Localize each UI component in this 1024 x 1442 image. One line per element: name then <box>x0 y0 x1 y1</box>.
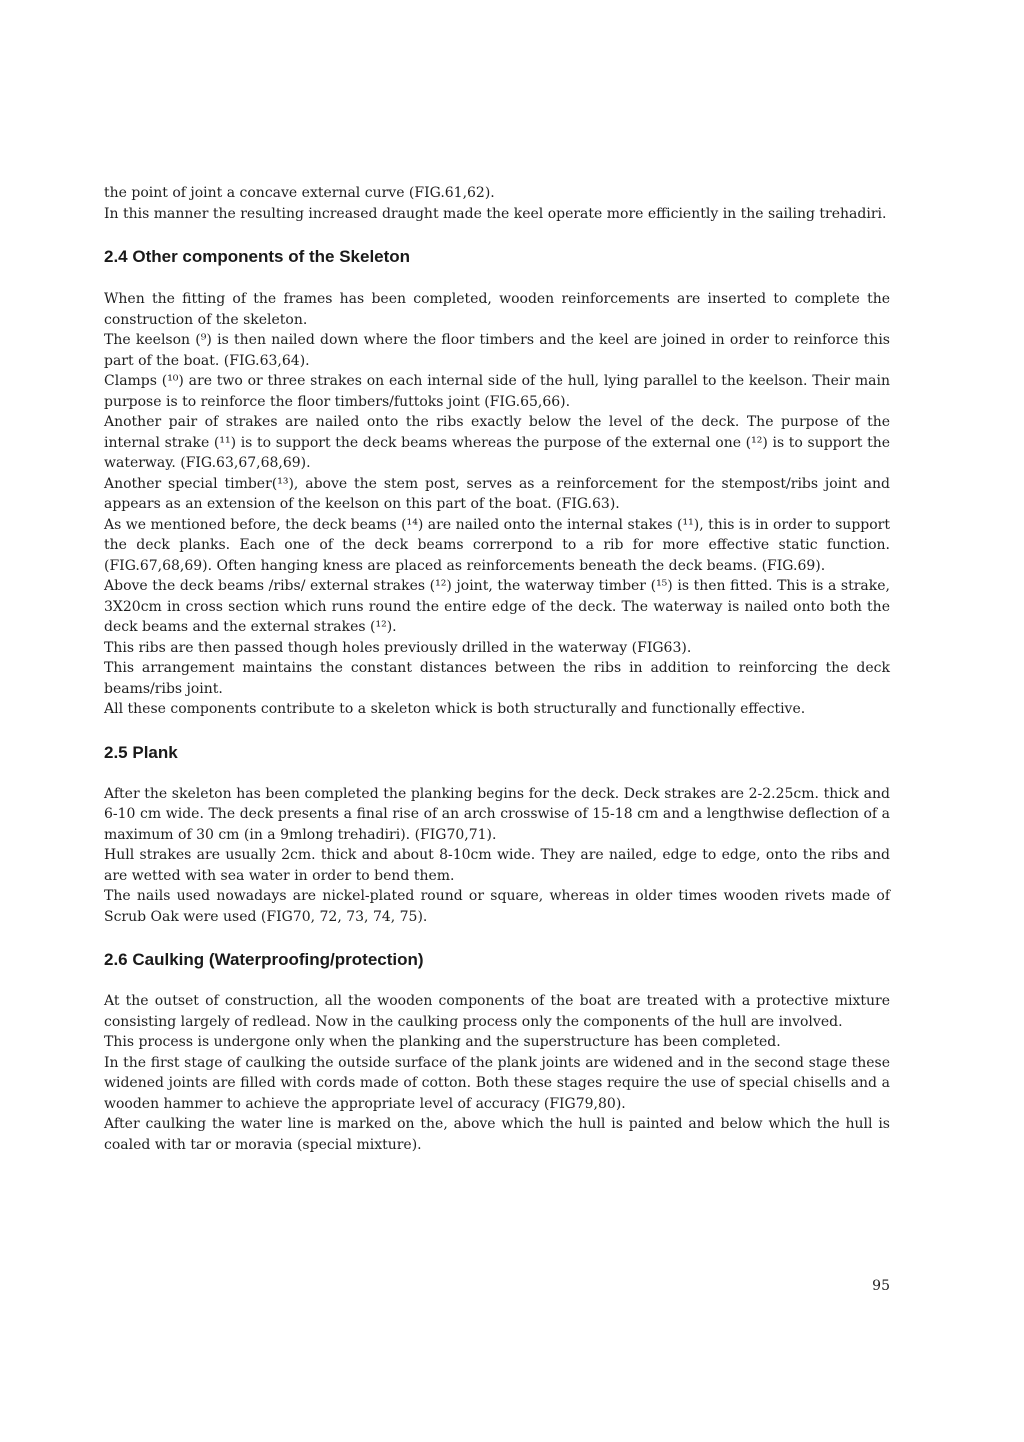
section-2-6-paragraph-4: After caulking the water line is marked on the, above which the hull is painted and below which the hull is coaled with tar or moravia (special mixture). <box>104 1116 890 1153</box>
section-2-6-paragraph-2: This process is undergone only when the planking and the superstructure has been completed. <box>104 1034 781 1050</box>
section-2-4-paragraph-8: This ribs are then passed though holes previously drilled in the waterway (FIG63). <box>104 639 692 656</box>
section-2-4-paragraph-3: Clamps (¹⁰) are two or three strakes on each internal side of the hull, lying parallel to the keelson. Their main purpose is to reinforce the floor timbers/futtoks joint (FIG.65,66). <box>104 373 890 410</box>
page-number: 95 <box>872 1278 890 1294</box>
section-2-6-paragraph-3: In the first stage of caulking the outside surface of the plank joints are widened and in the second stage these widened joints are filled with cords made of cotton. Both these stages require the use of special chisells and a wooden hammer to achieve the appropriate level of accuracy (FIG79,80). <box>104 1054 890 1112</box>
intro-paragraph-2: In this manner the resulting increased draught made the keel operate more efficiently in the sailing trehadiri. <box>104 205 887 222</box>
section-2-4-paragraph-1: When the fitting of the frames has been completed, wooden reinforcements are inserted to complete the construction of the skeleton. <box>104 291 890 328</box>
section-2-4-paragraph-4: Another pair of strakes are nailed onto the ribs exactly below the level of the deck. The purpose of the internal strake (¹¹) is to support the deck beams whereas the purpose of the external one (¹²) is to support the waterway. (FIG.63,67,68,69). <box>104 414 890 471</box>
section-2-5-paragraph-3: The nails used nowadays are nickel-plated round or square, whereas in older times wooden rivets made of Scrub Oak were used (FIG70, 72, 73, 74, 75). <box>104 888 890 925</box>
document-body <box>104 183 890 1155</box>
section-heading-2-5: 2.5 Plank <box>104 742 178 762</box>
section-heading-2-6: 2.6 Caulking (Waterproofing/protection) <box>104 950 424 969</box>
section-2-4-paragraph-6: As we mentioned before, the deck beams (¹⁴) are nailed onto the internal stakes (¹¹), this is in order to support the deck planks. Each one of the deck beams correrpond to a rib for more effective static function. (FIG.67,68,69). Often hanging kness are placed as reinforcements beneath the deck beams. (FIG.69). <box>104 516 890 574</box>
section-2-4-paragraph-10: All these components contribute to a skeleton whick is both structurally and functionally effective. <box>104 701 806 717</box>
section-heading-2-4: 2.4 Other components of the Skeleton <box>104 247 411 266</box>
section-2-4-paragraph-2: The keelson (⁹) is then nailed down where the floor timbers and the keel are joined in order to reinforce this part of the boat. (FIG.63,64). <box>104 332 890 369</box>
section-2-5-paragraph-1: After the skeleton has been completed the planking begins for the deck. Deck strakes are 2-2.25cm. thick and 6-10 cm wide. The deck presents a final rise of an arch crosswise of 15-18 cm and a lengthwise deflection of a maximum of 30 cm (in a 9mlong trehadiri). (FIG70,71). <box>104 785 890 843</box>
section-2-4-paragraph-5: Another special timber(¹³), above the stem post, serves as a reinforcement for the stempost/ribs joint and appears as an extension of the keelson on this part of the boat. (FIG.63). <box>104 475 890 512</box>
section-2-5-paragraph-2: Hull strakes are usually 2cm. thick and about 8-10cm wide. They are nailed, edge to edge, onto the ribs and are wetted with sea water in order to bend them. <box>104 847 890 884</box>
section-2-4-paragraph-7: Above the deck beams /ribs/ external strakes (¹²) joint, the waterway timber (¹⁵) is then fitted. This is a strake, 3X20cm in cross section which runs round the entire edge of the deck. The waterway is nailed onto both the deck beams and the external strakes (¹²). <box>104 578 890 635</box>
intro-paragraph-1: the point of joint a concave external curve (FIG.61,62). <box>104 185 495 201</box>
section-2-6-paragraph-1: At the outset of construction, all the wooden components of the boat are treated with a protective mixture consisting largely of redlead. Now in the caulking process only the components of the hull are involved. <box>104 993 890 1030</box>
section-2-4-paragraph-9: This arrangement maintains the constant distances between the ribs in addition to reinforcing the deck beams/ribs joint. <box>104 660 890 697</box>
